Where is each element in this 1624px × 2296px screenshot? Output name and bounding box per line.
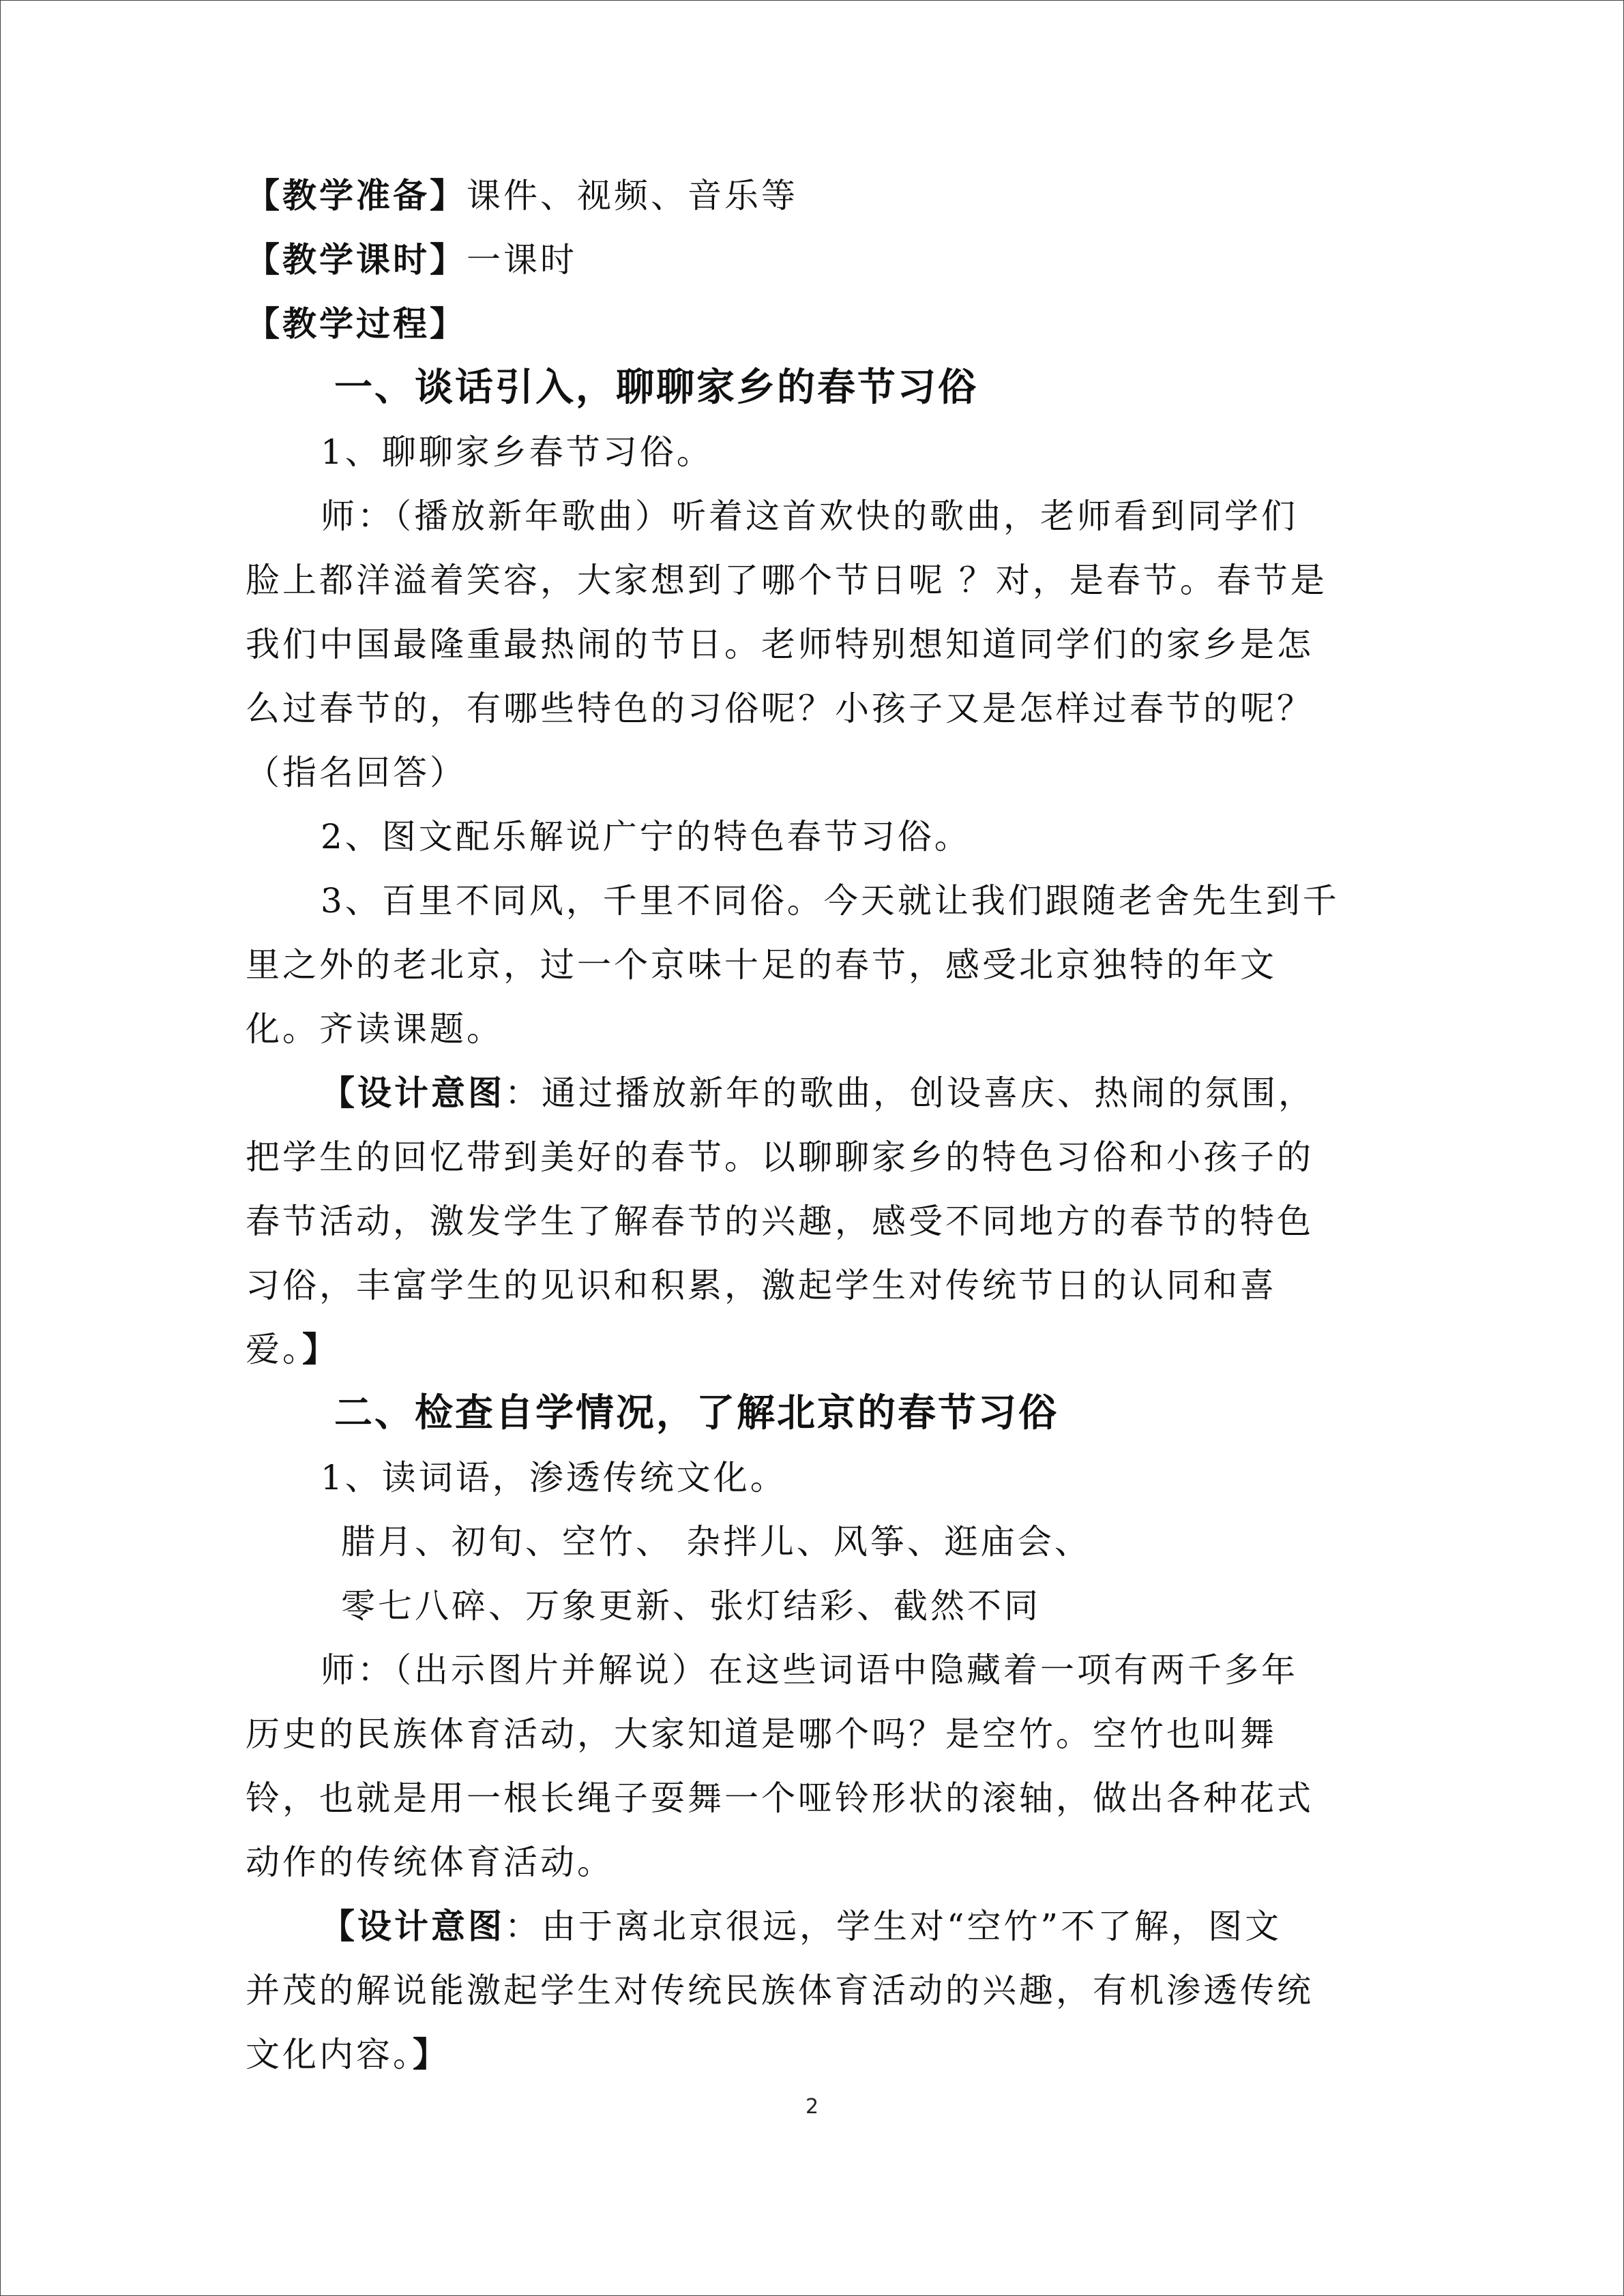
document-body <box>246 164 1378 2087</box>
section2-words-line: 腊月、初旬、空竹、 杂拌儿、风筝、逛庙会、 <box>341 1522 1091 1562</box>
section1-teacher-line: 么过春节的，有哪些特色的习俗呢？小孩子又是怎样过春节的呢？ <box>246 689 1314 728</box>
section1-item1: 1、聊聊家乡春节习俗。 <box>321 432 713 472</box>
section1-design-line <box>246 1317 1378 1382</box>
prep-line <box>246 164 1378 228</box>
section1-item3-line: 3、百里不同风，千里不同俗。今天就让我们跟随老舍先生到千 <box>321 881 1340 921</box>
section1-item2: 2、图文配乐解说广宁的特色春节习俗。 <box>321 817 971 856</box>
section1-heading: 一、谈话引入，聊聊家乡的春节习俗 <box>334 366 978 410</box>
section1-design-line: 习俗，丰富学生的见识和积累，激起学生对传统节日的认同和喜 <box>246 1266 1277 1305</box>
section2-teacher-line: 铃，也就是用一根长绳子耍舞一个哑铃形状的滚轴，做出各种花式 <box>246 1778 1314 1818</box>
section1-design-text: ：通过播放新年的歌曲，创设喜庆、热闹的氛围， <box>505 1073 1315 1113</box>
section2-item1: 1、读词语，渗透传统文化。 <box>321 1458 787 1497</box>
section2-design-label: 【设计意图 <box>321 1907 505 1946</box>
page-number: 2 <box>805 2095 819 2119</box>
hours-line <box>246 228 1378 292</box>
process-label: 【教学过程】 <box>246 304 467 344</box>
prep-value: 课件、视频、音乐等 <box>467 176 798 215</box>
process-line <box>246 292 1378 356</box>
section2-design-end: 】 <box>413 2035 449 2074</box>
section1-design-line: 把学生的回忆带到美好的春节。以聊聊家乡的特色习俗和小孩子的 <box>246 1137 1314 1177</box>
hours-label: 【教学课时】 <box>246 240 467 280</box>
section1-design-text: 爱。 <box>246 1330 302 1369</box>
section2-teacher-line: 历史的民族体育活动，大家知道是哪个吗？是空竹。空竹也叫舞 <box>246 1714 1277 1754</box>
section2-heading: 二、检查自学情况，了解北京的春节习俗 <box>334 1391 1059 1435</box>
section1-design-label: 【设计意图 <box>321 1073 505 1113</box>
section2-words-line: 零七八碎、万象更新、张灯结彩、截然不同 <box>341 1586 1041 1626</box>
section2-design-line: 并茂的解说能激起学生对传统民族体育活动的兴趣，有机渗透传统 <box>246 1971 1314 2010</box>
section1-teacher-line: 脸上都洋溢着笑容，大家想到了哪个节日呢 ？对，是春节。春节是 <box>246 561 1327 600</box>
section1-item3-line: 里之外的老北京，过一个京味十足的春节，感受北京独特的年文 <box>246 945 1277 985</box>
section1-design-line: 春节活动，激发学生了解春节的兴趣，感受不同地方的春节的特色 <box>246 1202 1314 1241</box>
section1-teacher-line: 师：（播放新年歌曲）听着这首欢快的歌曲，老师看到同学们 <box>321 496 1298 536</box>
section2-design-line <box>246 2023 1378 2087</box>
section1-design-end: 】 <box>302 1330 339 1369</box>
hours-value: 一课时 <box>467 240 577 280</box>
section1-teacher-line: （指名回答） <box>246 753 467 792</box>
section2-teacher-line: 师：（出示图片并解说）在这些词语中隐藏着一项有两千多年 <box>321 1650 1298 1690</box>
section2-design-line <box>246 1894 1378 1958</box>
section2-design-text: 文化内容。 <box>246 2035 413 2074</box>
section1-teacher-line: 我们中国最隆重最热闹的节日。老师特别想知道同学们的家乡是怎 <box>246 625 1314 664</box>
prep-label: 【教学准备】 <box>246 176 467 215</box>
section2-teacher-line: 动作的传统体育活动。 <box>246 1843 614 1882</box>
section1-design-line <box>246 1061 1378 1125</box>
section1-item3-line: 化。齐读课题。 <box>246 1009 503 1049</box>
section2-design-text: ：由于离北京很远，学生对“空竹”不了解，图文 <box>505 1907 1282 1946</box>
